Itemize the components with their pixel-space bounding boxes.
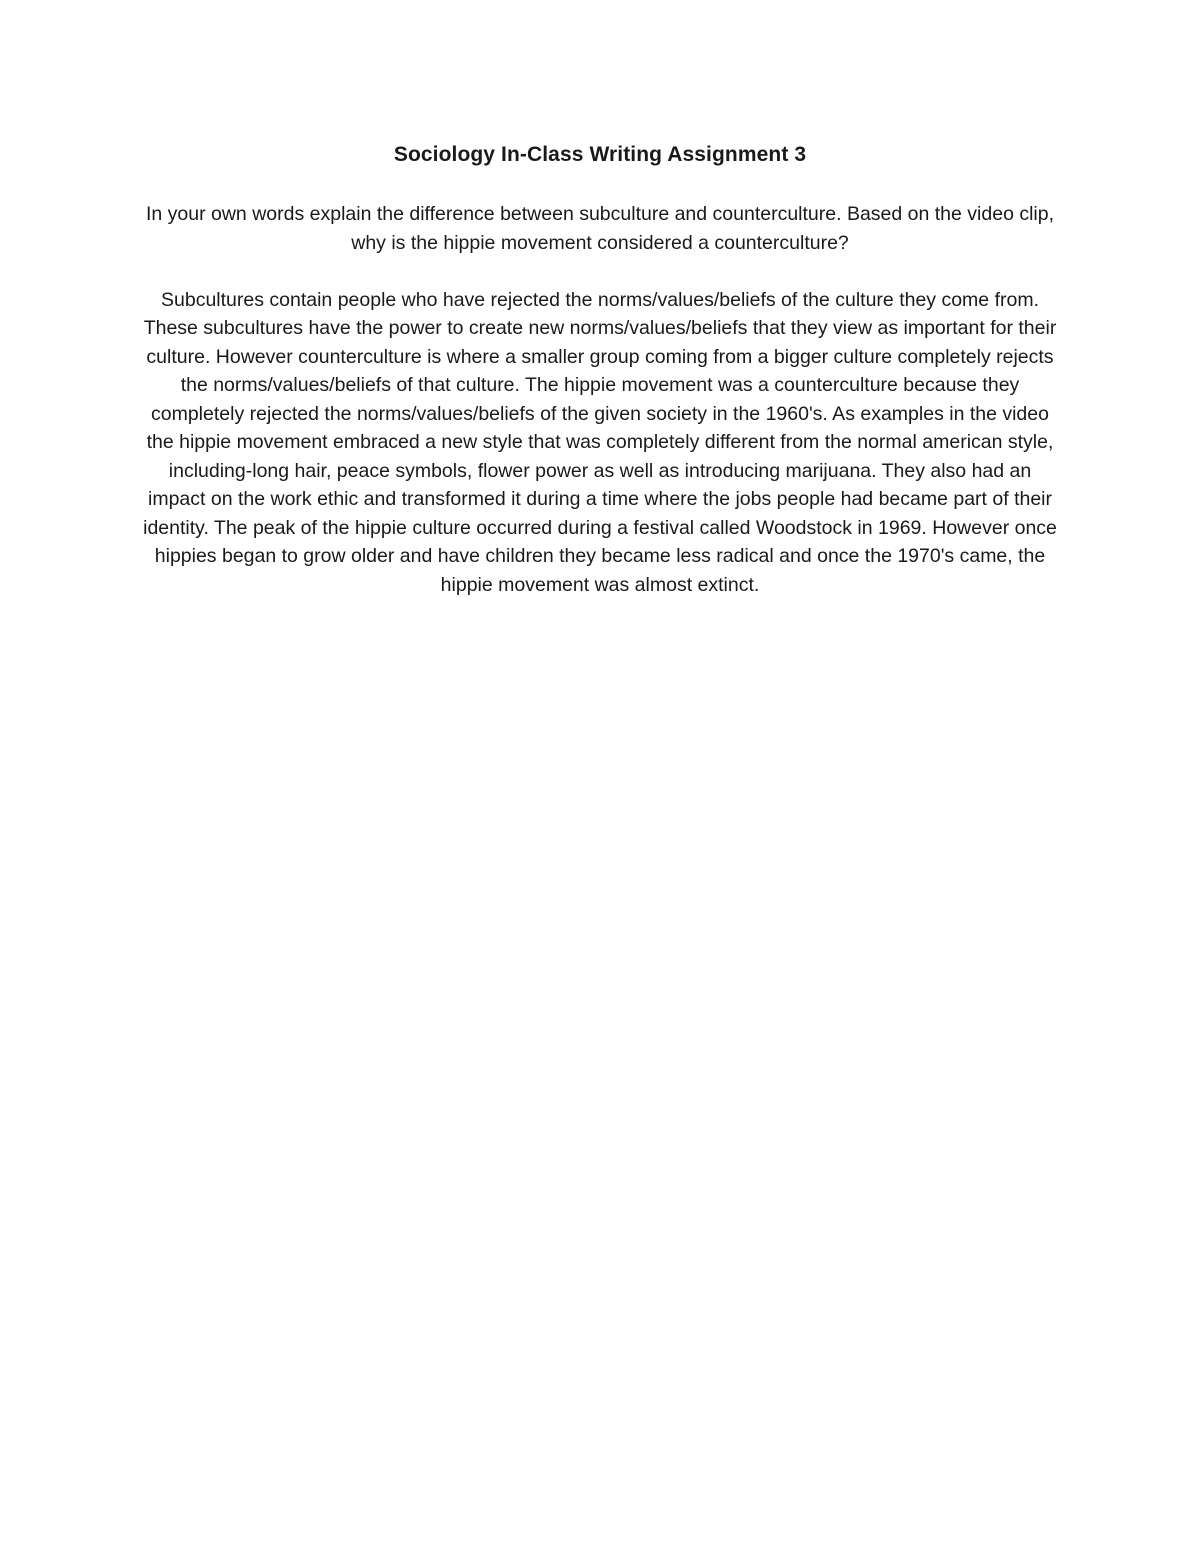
document-body (138, 140, 1062, 599)
document-title: Sociology In-Class Writing Assignment 3 (393, 143, 807, 166)
assignment-question: In your own words explain the difference between subculture and counterculture. Based on the video clip, why is the hippie movement considered a counterculture? (145, 203, 1055, 254)
assignment-answer: Subcultures contain people who have rejected the norms/values/beliefs of the culture they come from. These subcultures have the power to create new norms/values/beliefs that they view as important for their culture. However counterculture is where a smaller group coming from a bigger culture completely rejects the norms/values/beliefs of that culture. The hippie movement was a counterculture because they completely rejected the norms/values/beliefs of the given society in the 1960's. As examples in the video the hippie movement embraced a new style that was completely different from the normal american style, including-long hair, peace symbols, flower power as well as introducing marijuana. They also had an impact on the work ethic and transformed it during a time where the jobs people had became part of their identity. The peak of the hippie culture occurred during a festival called Woodstock in 1969. However once hippies began to grow older and have children they became less radical and once the 1970's came, the hippie movement was almost extinct. (143, 288, 1057, 596)
